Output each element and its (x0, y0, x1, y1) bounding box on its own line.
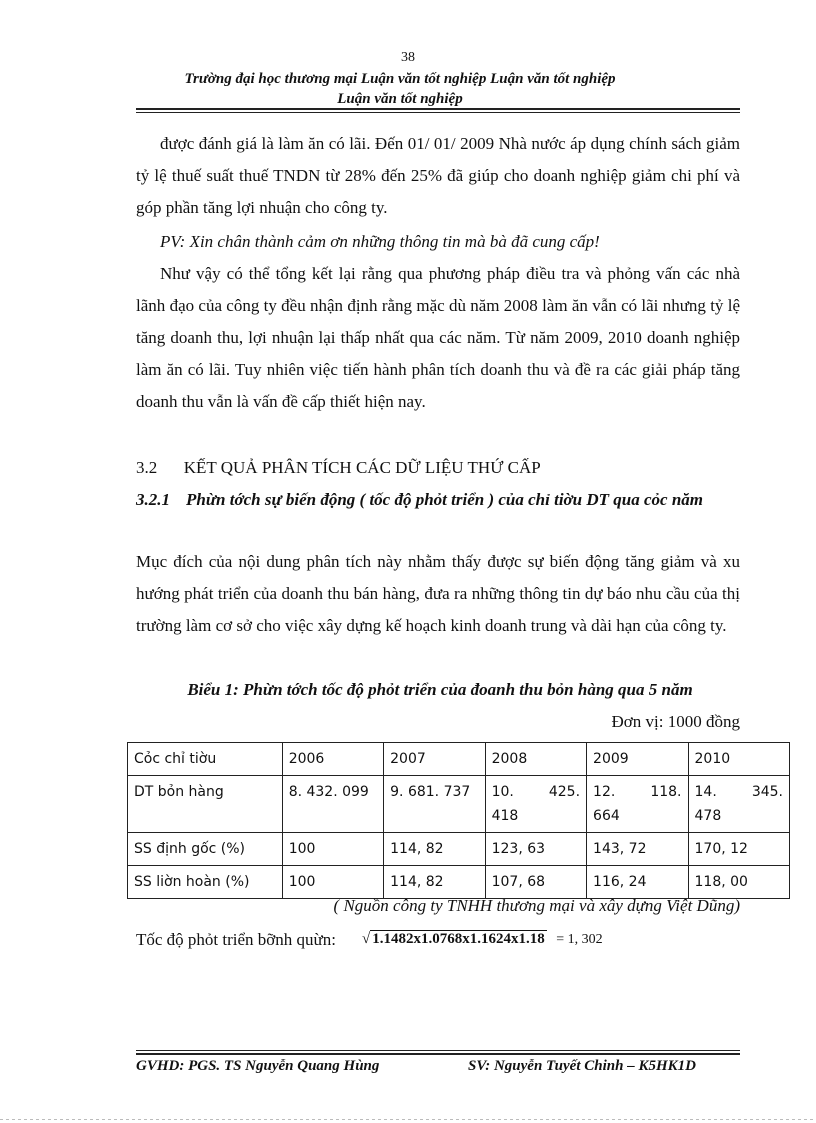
table-row (128, 833, 790, 866)
table-cell: 10. 425. 418 (485, 776, 586, 833)
header-line-1: Trường đại học thương mại Luận văn tốt nghiệp Luận văn tốt nghiệp (184, 71, 616, 87)
header-cell: 2007 (384, 743, 485, 776)
table-cell: 114, 82 (384, 833, 485, 866)
subsection-title: Phừn tớch sự biến động ( tốc độ phỏt triển ) của chỉ tiờu DT qua cỏc năm (186, 490, 704, 509)
table-cell: SS định gốc (%) (128, 833, 283, 866)
revenue-table (127, 742, 790, 899)
header-cell: 2006 (282, 743, 383, 776)
section-heading (136, 452, 541, 484)
header-cell: 2008 (485, 743, 586, 776)
page-bottom-dotted-line (0, 1119, 816, 1120)
table-cell: 8. 432. 099 (282, 776, 383, 833)
footer-rule-thin (136, 1050, 740, 1051)
table-row (128, 776, 790, 833)
header-cell: Cỏc chỉ tiờu (128, 743, 283, 776)
paragraph-1: được đánh giá là làm ăn có lãi. Đến 01/ 01/ 2009 Nhà nước áp dụng chính sách giảm tỷ lệ thuế suất thuế TNDN từ 28% đến 25% đã giúp cho doanh nghiệp giảm chi phí và góp phần tăng lợi nhuận cho công ty. (136, 134, 740, 217)
table-cell: 14. 345. 478 (688, 776, 790, 833)
table-cell: 9. 681. 737 (384, 776, 485, 833)
table-cell: DT bỏn hàng (128, 776, 283, 833)
formula-label: Tốc độ phỏt triển bỡnh quừn: (136, 930, 336, 949)
section-number: 3.2 (136, 458, 158, 477)
table-cell: SS liờn hoàn (%) (128, 866, 283, 899)
header-cell: 2009 (587, 743, 688, 776)
footer-advisor: GVHD: PGS. TS Nguyễn Quang Hùng (136, 1058, 380, 1074)
subsection-number: 3.2.1 (136, 490, 170, 509)
table-cell: 12. 118. 664 (587, 776, 688, 833)
radicand: 1.1482x1.0768x1.1624x1.18 (372, 931, 545, 947)
table-cell: 116, 24 (587, 866, 688, 899)
table-cell: 100 (282, 866, 383, 899)
formula-result: = 1, 302 (556, 932, 603, 947)
header-rule-thin (136, 112, 740, 113)
sqrt-expression: √ 1.1482x1.0768x1.1624x1.18 (362, 931, 545, 947)
paragraph-summary: Như vậy có thể tổng kết lại rằng qua phương pháp điều tra và phỏng vấn các nhà lãnh đạo của công ty đều nhận định rằng mặc dù năm 2008 làm ăn vẫn có lãi nhưng tỷ lệ tăng doanh thu, lợi nhuận lại thấp nhất qua các năm. Từ năm 2009, 2010 doanh nghiệp làm ăn có lãi. Tuy nhiên việc tiến hành phân tích doanh thu và đề ra các giải pháp tăng doanh thu vẫn là vấn đề cấp thiết hiện nay. (136, 264, 740, 411)
table-cell: 100 (282, 833, 383, 866)
table-row (128, 866, 790, 899)
table-header-row (128, 743, 790, 776)
table-cell: 118, 00 (688, 866, 790, 899)
table-cell: 170, 12 (688, 833, 790, 866)
page-number: 38 (401, 50, 415, 65)
table-cell: 114, 82 (384, 866, 485, 899)
table-source: ( Nguồn công ty TNHH thương mại và xây dựng Việt Dũng) (333, 896, 740, 915)
section-title: KẾT QUẢ PHÂN TÍCH CÁC DỮ LIỆU THỨ CẤP (183, 458, 541, 477)
table-cell: 143, 72 (587, 833, 688, 866)
header-line-2: Luận văn tốt nghiệp (337, 91, 463, 107)
table-unit: Đơn vị: 1000 đồng (611, 712, 740, 731)
interview-closing: PV: Xin chân thành cảm ơn những thông tin mà bà đã cung cấp! (160, 232, 600, 251)
formula (362, 931, 603, 948)
table-caption: Biểu 1: Phừn tớch tốc độ phỏt triển của đoanh thu bỏn hàng qua 5 năm (187, 680, 693, 699)
subsection-heading (136, 484, 740, 516)
header-cell: 2010 (688, 743, 790, 776)
footer-student: SV: Nguyễn Tuyết Chinh – K5HK1D (468, 1058, 696, 1074)
table-cell: 107, 68 (485, 866, 586, 899)
paragraph-purpose: Mục đích của nội dung phân tích này nhằm thấy được sự biến động tăng giảm và xu hướng phát triển của doanh thu bán hàng, đưa ra những thông tin dự báo nhu cầu của thị trường làm cơ sở cho việc xây dựng kế hoạch kinh doanh trung và dài hạn của công ty. (136, 552, 740, 635)
table-cell: 123, 63 (485, 833, 586, 866)
header-rule-thick (136, 108, 740, 110)
footer-rule-thick (136, 1053, 740, 1055)
